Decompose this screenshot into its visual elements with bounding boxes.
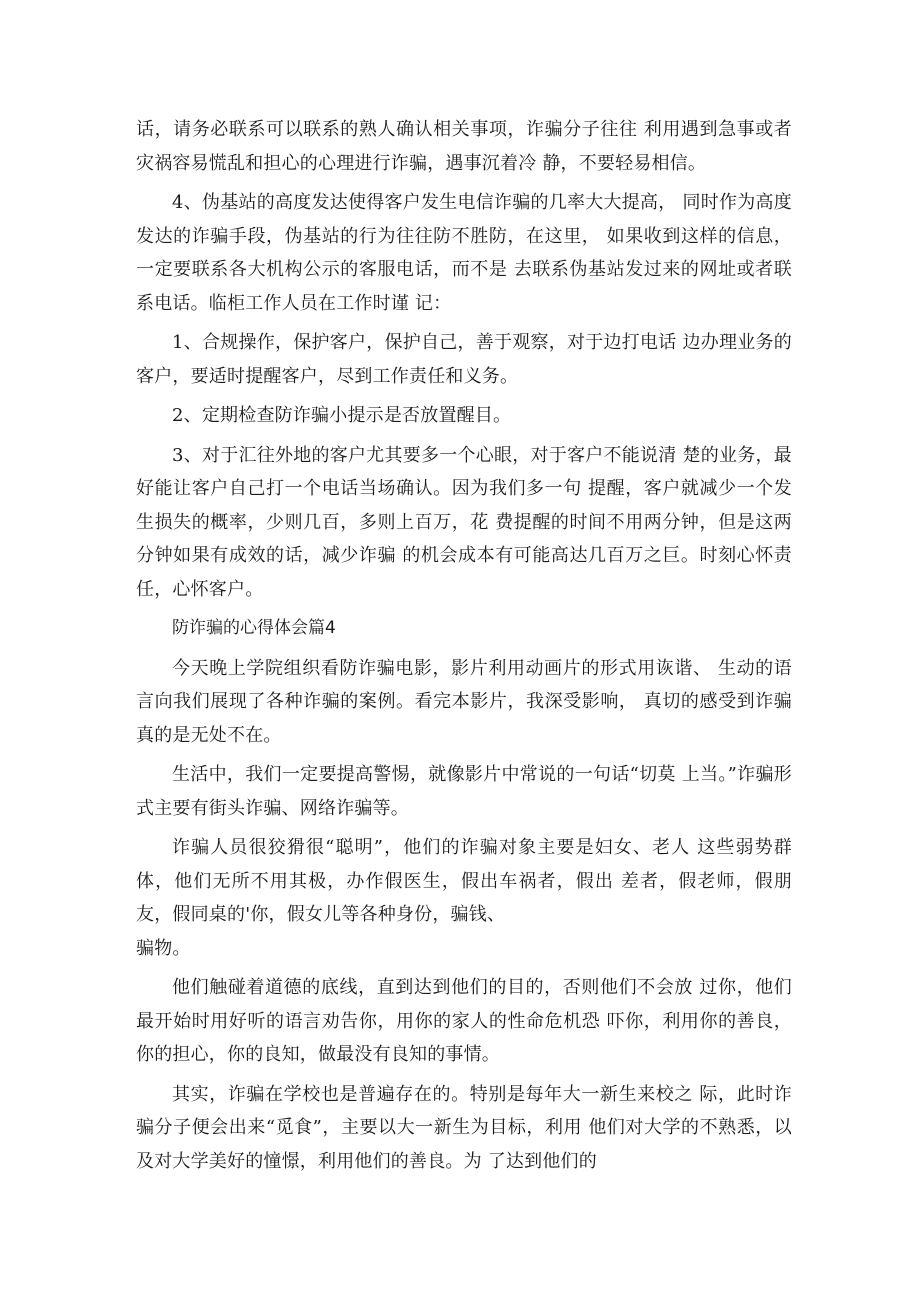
document-body xyxy=(136,113,792,1184)
section-heading: 防诈骗的心得体会篇4 xyxy=(172,618,336,638)
paragraph-2: 4、伪基站的高度发达使得客户发生电信诈骗的几率大大提高， 同时作为高度发达的诈骗手段，伪基站的行为往往防不胜防，在这里， 如果收到这样的信息，一定要联系各大机构公示的客服电话，而不是 去联系伪基站发过来的网址或者联系电话。临柜工作人员在工作时谨 记： xyxy=(136,192,792,314)
paragraph-5: 3、对于汇往外地的客户尤其要多一个心眼，对于客户不能说清 楚的业务，最好能让客户自己打一个电话当场确认。因为我们多一句 提醒，客户就减少一个发生损失的概率，少则几百，多则上百万，花 费提醒的时间不用两分钟，但是这两分钟如果有成效的话，减少诈骗 的机会成本有可能高达几百万之巨。时刻心怀责任，心怀客户。 xyxy=(136,444,792,600)
paragraph-10: 其实，诈骗在学校也是普遍存在的。特别是每年大一新生来校之 际，此时诈骗分子便会出来“觅食”，主要以大一新生为目标，利用 他们对大学的不熟悉，以及对大学美好的憧憬，利用他们的善良。为 了达到他们的 xyxy=(136,1083,792,1172)
paragraph-9: 他们触碰着道德的底线，直到达到他们的目的，否则他们不会放 过你，他们最开始时用好听的语言劝告你，用你的家人的性命危机恐 吓你，利用你的善良，你的担心，你的良知，做最没有良知的事情。 xyxy=(136,977,792,1065)
paragraph-8-tail: 骗物。 xyxy=(136,937,191,959)
paragraph-3: 1、合规操作，保护客户，保护自己，善于观察，对于边打电话 边办理业务的客户，要适时提醒客户，尽到工作责任和义务。 xyxy=(136,332,792,387)
paragraph-1: 话，请务必联系可以联系的熟人确认相关事项，诈骗分子往往 利用遇到急事或者灾祸容易慌乱和担心的心理进行诈骗，遇事沉着冷 静，不要轻易相信。 xyxy=(136,119,792,174)
paragraph-7: 生活中，我们一定要提高警惕，就像影片中常说的一句话“切莫 上当。”诈骗形式主要有街头诈骗、网络诈骗等。 xyxy=(136,764,792,819)
paragraph-6: 今天晚上学院组织看防诈骗电影，影片利用动画片的形式用诙谐、 生动的语言向我们展现了各种诈骗的案例。看完本影片，我深受影响， 真切的感受到诈骗真的是无处不在。 xyxy=(136,657,792,746)
paragraph-4: 2、定期检查防诈骗小提示是否放置醒目。 xyxy=(172,405,512,426)
paragraph-8: 诈骗人员很狡猾很“聪明”，他们的诈骗对象主要是妇女、老人 这些弱势群体，他们无所不用其极，办作假医生，假出车祸者，假出 差者，假老师，假朋友，假同桌的'你，假女儿等各种身份，骗钱、 xyxy=(136,837,792,925)
